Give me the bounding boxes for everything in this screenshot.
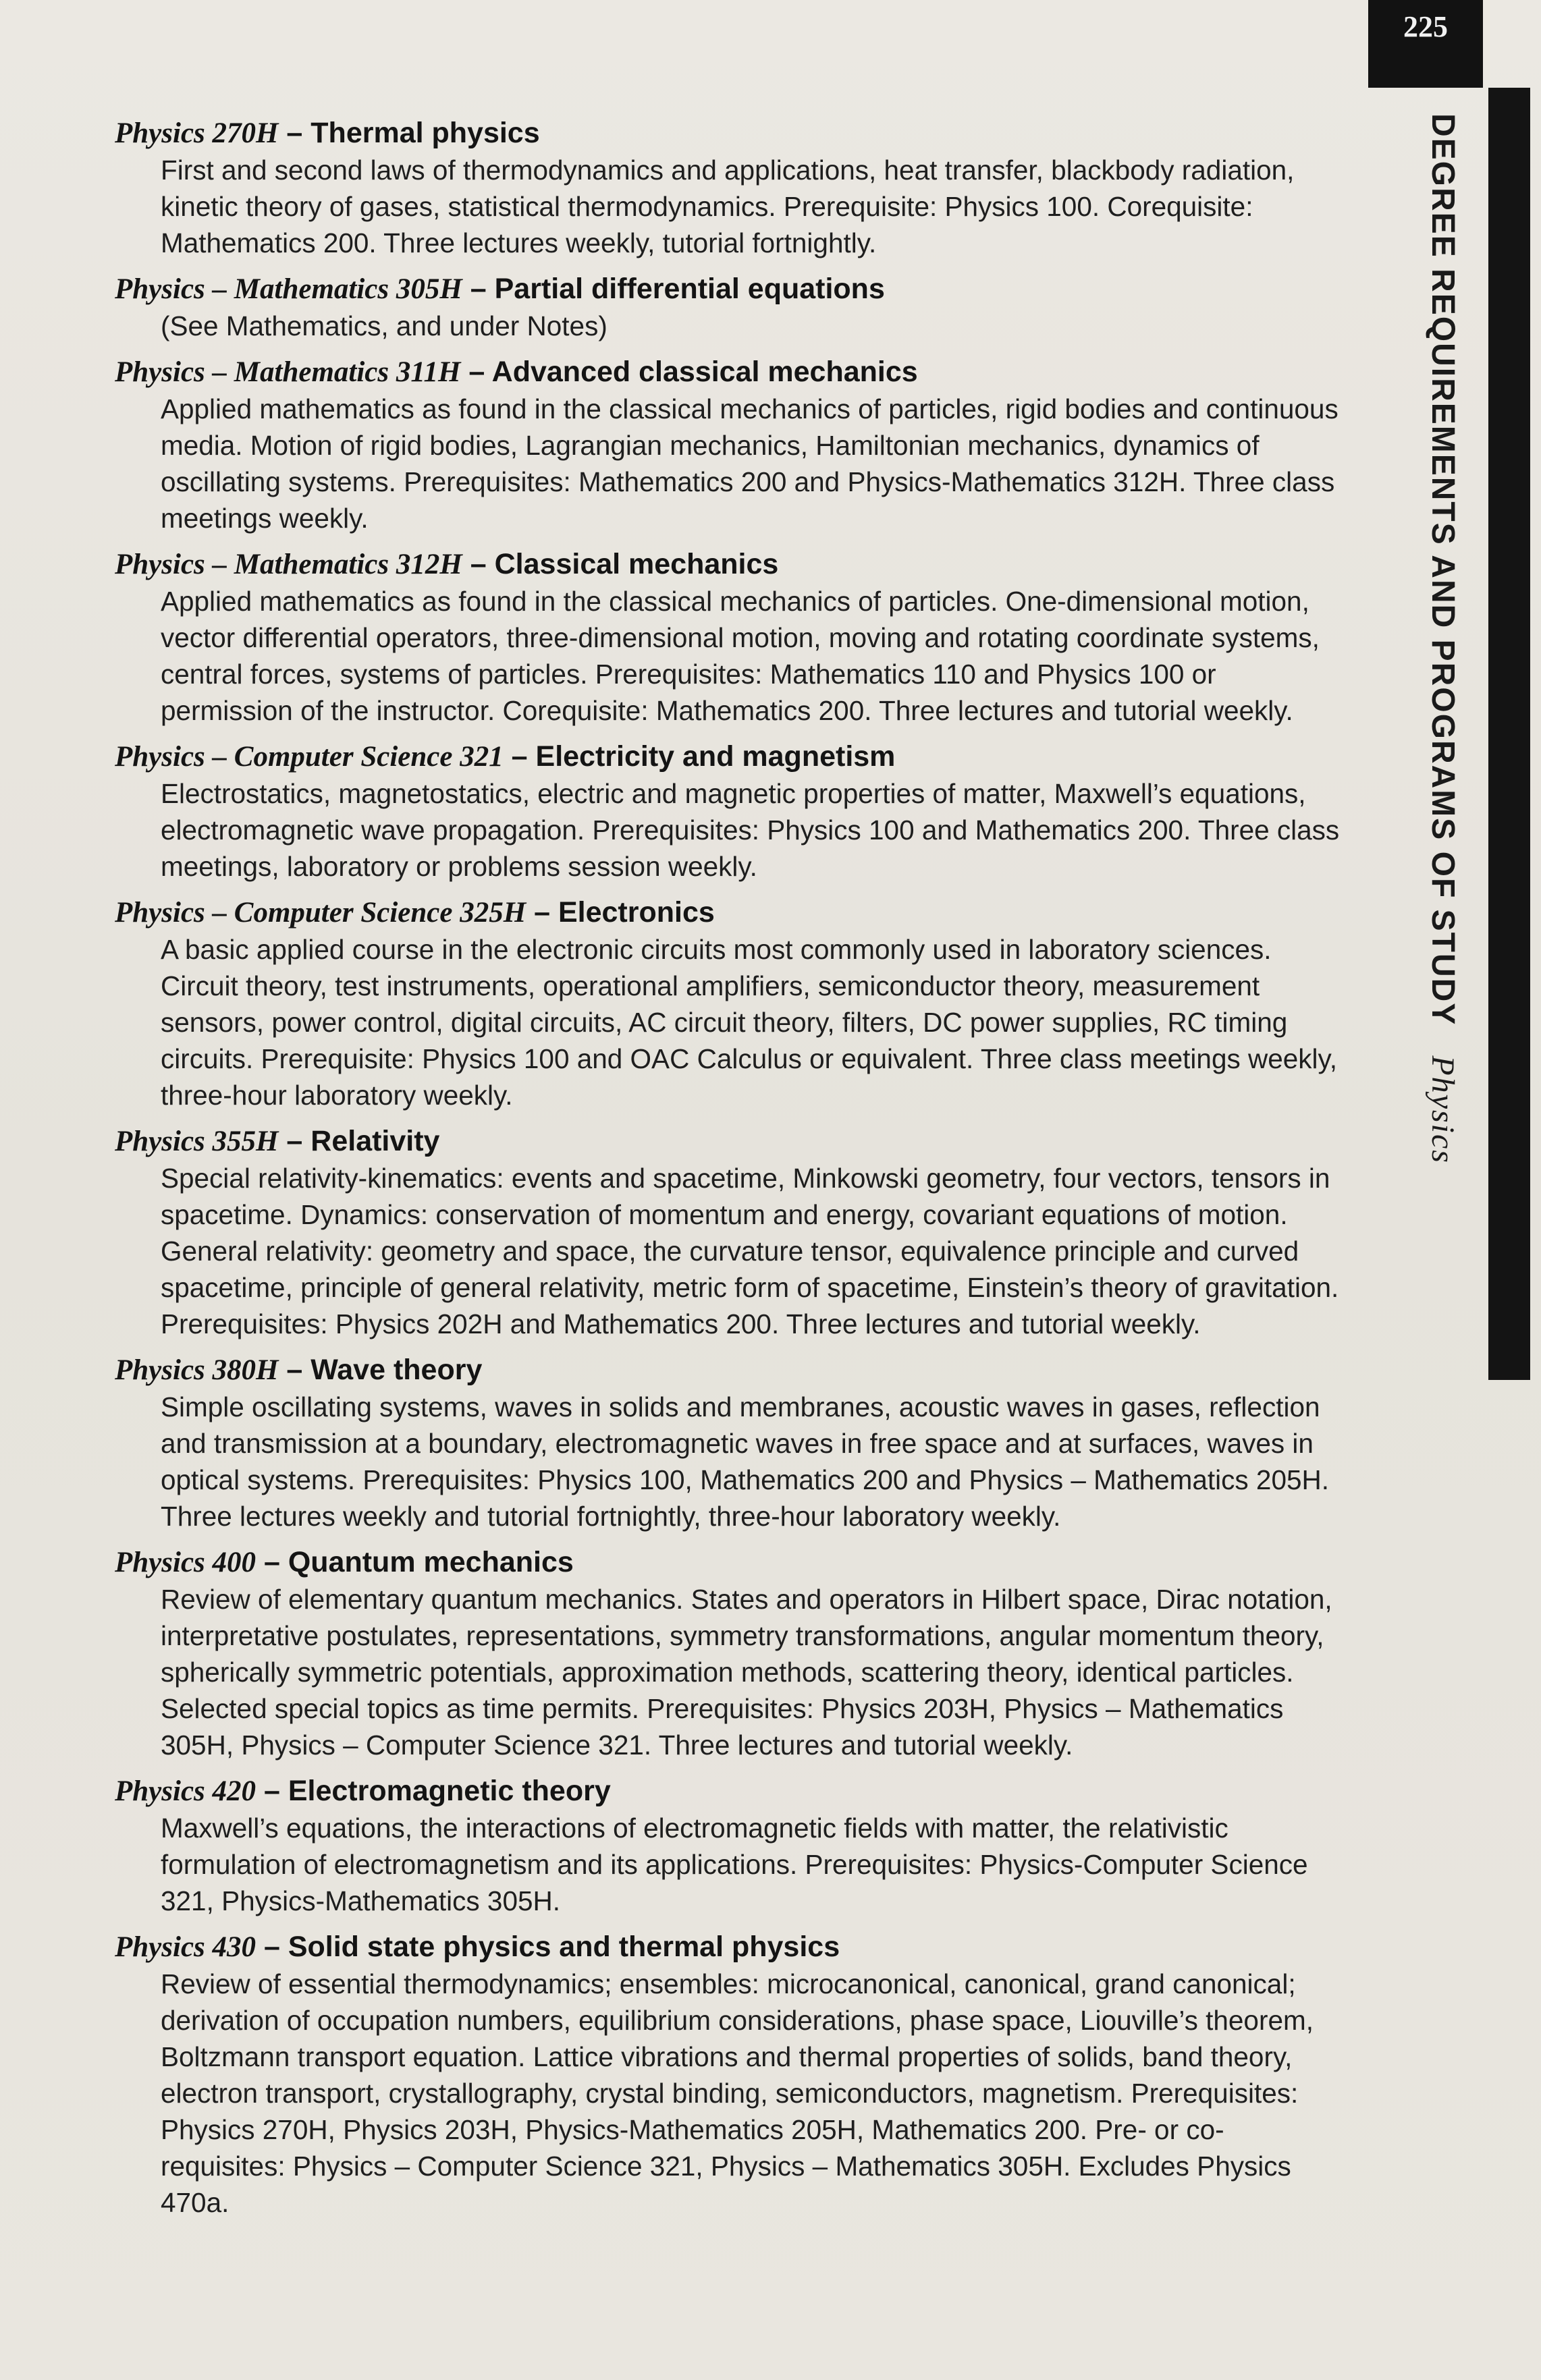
course-code: Physics 355H bbox=[115, 1126, 279, 1157]
course-code: Physics – Computer Science 325H bbox=[115, 897, 526, 929]
course-title: Electronics bbox=[558, 896, 715, 929]
course-code: Physics 380H bbox=[115, 1354, 279, 1386]
course-heading: Physics – Mathematics 305H – Partial differential equations bbox=[115, 273, 885, 305]
course-title: Classical mechanics bbox=[494, 548, 779, 580]
course-code: Physics – Mathematics 305H bbox=[115, 273, 462, 305]
course-entry bbox=[115, 1123, 1343, 1342]
course-code: Physics 420 bbox=[115, 1775, 256, 1807]
course-description: Applied mathematics as found in the classical mechanics of particles, rigid bodies and continuous media. Motion of rigid bodies, Lagrangian mechanics, Hamiltonian mechanics, dynamics of oscillating systems. Prerequisites: Mathematics 200 and Physics-Mathematics 312H. Three class meetings weekly. bbox=[161, 393, 1339, 534]
course-description: Electrostatics, magnetostatics, electric and magnetic properties of matter, Maxwell’s equations, electromagnetic wave propagation. Prerequisites: Physics 100 and Mathematics 200. Three class meetings, laboratory or problems session weekly. bbox=[161, 778, 1340, 882]
course-description: Review of elementary quantum mechanics. States and operators in Hilbert space, Dirac notation, interpretative postulates, representations, symmetry transformations, angular momentum theory, spherically symmetric potentials, approximation methods, scattering theory, identical particles. Selected special topics as time permits. Prerequisites: Physics 203H, Physics – Mathematics 305H, Physics – Computer Science 321. Three lectures and tutorial weekly. bbox=[161, 1584, 1332, 1761]
course-title: Electricity and magnetism bbox=[535, 740, 896, 773]
course-entry bbox=[115, 1773, 1343, 1919]
course-entry bbox=[115, 271, 1343, 344]
course-title: Partial differential equations bbox=[494, 273, 885, 305]
course-title: Thermal physics bbox=[310, 117, 540, 149]
course-title: Electromagnetic theory bbox=[288, 1775, 611, 1807]
course-description: Maxwell’s equations, the interactions of electromagnetic fields with matter, the relativistic formulation of electromagnetism and its applications. Prerequisites: Physics-Computer Science 321, Physics-Mathematics 305H. bbox=[161, 1812, 1308, 1916]
course-entry bbox=[115, 894, 1343, 1113]
thumb-index-strip bbox=[1488, 88, 1530, 1380]
course-code: Physics 400 bbox=[115, 1547, 256, 1578]
course-heading: Physics 430 – Solid state physics and thermal physics bbox=[115, 1931, 840, 1963]
course-entry bbox=[115, 354, 1343, 536]
course-code: Physics – Mathematics 312H bbox=[115, 549, 462, 580]
course-description: Special relativity-kinematics: events and spacetime, Minkowski geometry, four vectors, tensors in spacetime. Dynamics: conservation of momentum and energy, covariant equations of motion. General relativity: geometry and space, the curvature tensor, equivalence principle and curved spacetime, principle of general relativity, metric form of spacetime, Einstein’s theory of gravitation. Prerequisites: Physics 202H and Mathematics 200. Three lectures and tutorial weekly. bbox=[161, 1163, 1339, 1339]
course-heading: Physics 355H – Relativity bbox=[115, 1125, 440, 1157]
course-description: Applied mathematics as found in the classical mechanics of particles. One-dimensional motion, vector differential operators, three-dimensional motion, moving and rotating coordinate systems, central forces, systems of particles. Prerequisites: Mathematics 110 and Physics 100 or permission of the instructor. Corequisite: Mathematics 200. Three lectures and tutorial weekly. bbox=[161, 586, 1320, 726]
section-title: DEGREE REQUIREMENTS AND PROGRAMS OF STUDY bbox=[1425, 113, 1461, 1026]
course-title: Quantum mechanics bbox=[288, 1546, 574, 1578]
course-description: First and second laws of thermodynamics and applications, heat transfer, blackbody radiation, kinetic theory of gases, statistical thermodynamics. Prerequisite: Physics 100. Corequisite: Mathematics 200. Three lectures weekly, tutorial fortnightly. bbox=[161, 155, 1295, 258]
course-title: Relativity bbox=[310, 1125, 440, 1157]
course-code: Physics – Mathematics 311H bbox=[115, 356, 461, 388]
course-entry bbox=[115, 546, 1343, 729]
course-list bbox=[115, 115, 1343, 2230]
page-number: 225 bbox=[1403, 10, 1448, 43]
course-heading: Physics 380H – Wave theory bbox=[115, 1354, 483, 1386]
sidebar-running-head bbox=[1424, 113, 1461, 1301]
department-name: Physics bbox=[1425, 1055, 1461, 1164]
course-title: Wave theory bbox=[310, 1354, 483, 1386]
course-heading: Physics 400 – Quantum mechanics bbox=[115, 1546, 574, 1578]
course-heading: Physics 270H – Thermal physics bbox=[115, 117, 540, 149]
course-title: Solid state physics and thermal physics bbox=[288, 1931, 840, 1963]
course-heading: Physics – Computer Science 325H – Electronics bbox=[115, 896, 715, 929]
course-code: Physics 430 bbox=[115, 1931, 256, 1963]
course-entry bbox=[115, 1352, 1343, 1534]
course-code: Physics 270H bbox=[115, 117, 279, 149]
course-entry bbox=[115, 1929, 1343, 2221]
course-code: Physics – Computer Science 321 bbox=[115, 741, 504, 773]
course-description: A basic applied course in the electronic circuits most commonly used in laboratory sciences. Circuit theory, test instruments, operational amplifiers, semiconductor theory, measurement sensors, power control, digital circuits, AC circuit theory, filters, DC power supplies, RC timing circuits. Prerequisite: Physics 100 and OAC Calculus or equivalent. Three class meetings weekly, three-hour laboratory weekly. bbox=[161, 934, 1338, 1111]
course-title: Advanced classical mechanics bbox=[491, 356, 918, 388]
course-description: (See Mathematics, and under Notes) bbox=[161, 310, 607, 341]
course-description: Simple oscillating systems, waves in solids and membranes, acoustic waves in gases, reflection and transmission at a boundary, electromagnetic waves in free space and at surfaces, waves in optical systems. Prerequisites: Physics 100, Mathematics 200 and Physics – Mathematics 205H. Three lectures weekly and tutorial fortnightly, three-hour laboratory weekly. bbox=[161, 1391, 1329, 1532]
course-heading: Physics – Mathematics 311H – Advanced classical mechanics bbox=[115, 356, 918, 388]
course-heading: Physics – Mathematics 312H – Classical mechanics bbox=[115, 548, 779, 580]
course-heading: Physics – Computer Science 321 – Electricity and magnetism bbox=[115, 740, 896, 773]
course-entry bbox=[115, 115, 1343, 261]
course-heading: Physics 420 – Electromagnetic theory bbox=[115, 1775, 611, 1807]
course-entry bbox=[115, 738, 1343, 885]
course-entry bbox=[115, 1544, 1343, 1763]
course-description: Review of essential thermodynamics; ensembles: microcanonical, canonical, grand canonical; derivation of occupation numbers, equilibrium considerations, phase space, Liouville’s theorem, Boltzmann transport equation. Lattice vibrations and thermal properties of solids, band theory, electron transport, crystallography, crystal binding, semiconductors, magnetism. Prerequisites: Physics 270H, Physics 203H, Physics-Mathematics 205H, Mathematics 200. Pre- or co-requisites: Physics – Computer Science 321, Physics – Mathematics 305H. Excludes Physics 470a. bbox=[161, 1968, 1314, 2218]
